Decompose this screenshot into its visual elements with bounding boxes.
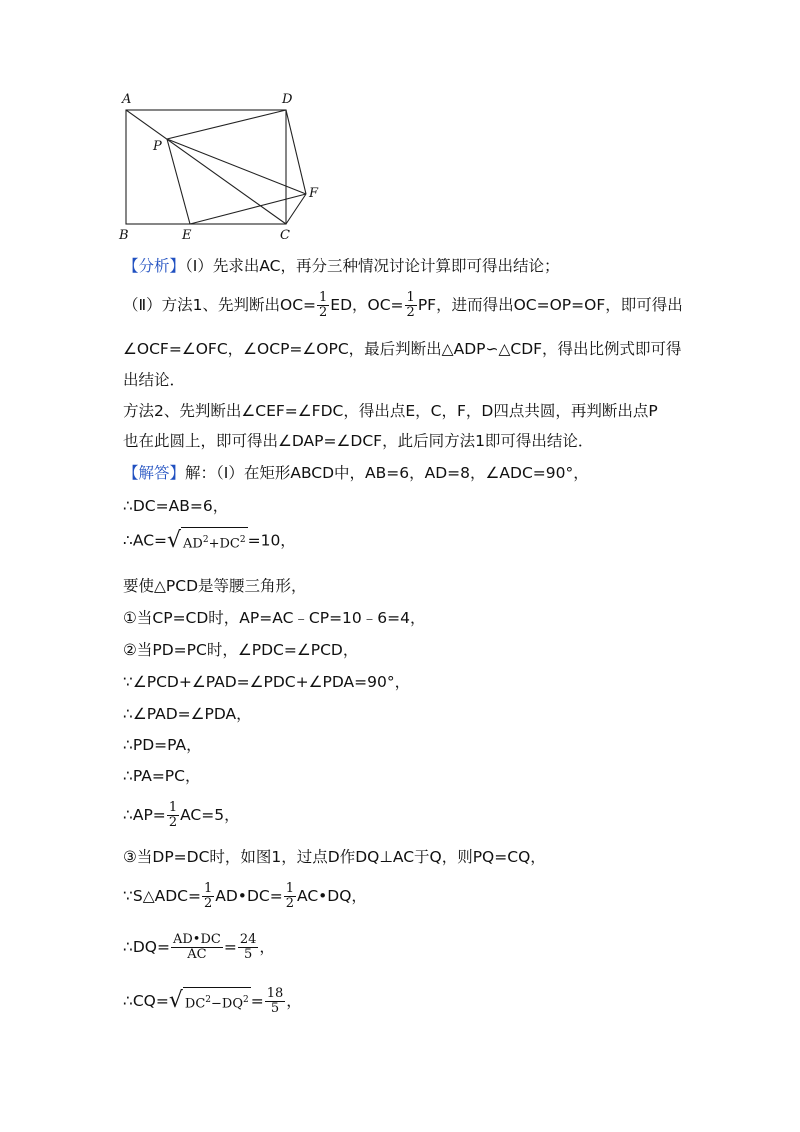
- solution-line-14: ∴DQ= $\frac{AD•DC}{AC}$ = $\frac{24}{5}$ ，: [123, 932, 275, 962]
- analysis-line-4: 出结论．: [123, 371, 186, 389]
- solution-line-12: ③当DP=DC时，如图1，过点D作DQ⊥AC于Q，则PQ=CQ，: [123, 848, 546, 866]
- analysis-line-5: 方法2、先判断出∠CEF=∠FDC，得出点E，C，F，D四点共圆，再判断出点P: [123, 402, 658, 420]
- fraction-half: $\frac{1}{2}$: [203, 881, 213, 911]
- sqrt-expression: √ $AD^2+DC^2$: [167, 527, 248, 555]
- fraction-24-5: $\frac{24}{5}$: [239, 932, 257, 962]
- fraction-half: $\frac{1}{2}$: [406, 290, 415, 320]
- analysis-text-2b: ED，OC=: [330, 296, 404, 314]
- solution-line-4: 要使△PCD是等腰三角形，: [123, 577, 307, 595]
- solution-line-15: ∴CQ=√ $DC^2-DQ^2$ = $\frac{18}{5}$ ，: [123, 986, 302, 1016]
- label-p: P: [153, 139, 162, 154]
- solution-line-2: ∴DC=AB=6，: [123, 497, 229, 515]
- segment-pd: [167, 110, 286, 139]
- analysis-text-2c: PF，进而得出OC=OP=OF，即可得出: [417, 296, 683, 314]
- analysis-text-1: （Ⅰ）先求出AC，再分三种情况讨论计算即可得出结论；: [185, 257, 560, 275]
- solution-tag: 【解答】: [123, 464, 186, 482]
- label-c: C: [280, 228, 290, 243]
- label-d: D: [282, 92, 293, 107]
- label-e: E: [182, 228, 192, 243]
- analysis-line-2: [123, 291, 683, 320]
- solution-line-3: ∴AC=√ $AD^2+DC^2 =10$，: [123, 527, 296, 555]
- solution-line-13: ∵S△ADC= $\frac{1}{2}$ AD•DC= $\frac{1}{2}$ AC•DQ，: [123, 881, 367, 911]
- solution-line-11: ∴AP= $\frac{1}{2}$ AC=5，: [123, 800, 240, 830]
- analysis-text-2a: （Ⅱ）方法1、先判断出OC=: [123, 296, 317, 314]
- solution-line-1: [123, 462, 589, 484]
- solution-line-7: ∵∠PCD+∠PAD=∠PDC+∠PDA=90°，: [123, 673, 411, 691]
- sqrt-expression: √ $DC^2-DQ^2$: [169, 987, 251, 1015]
- segment-pe: [167, 139, 190, 224]
- solution-line-8: ∴∠PAD=∠PDA，: [123, 705, 252, 723]
- label-f: F: [309, 186, 319, 201]
- solution-line-6: ②当PD=PC时，∠PDC=∠PCD，: [123, 641, 359, 659]
- fraction-18-5: $\frac{18}{5}$: [266, 986, 284, 1016]
- segment-df: [286, 110, 306, 194]
- geometry-figure: [110, 88, 330, 248]
- solution-line-9: ∴PD=PA，: [123, 736, 202, 754]
- analysis-tag: 【分析】: [123, 257, 186, 275]
- solution-line-5: ①当CP=CD时，AP=AC﹣CP=10﹣6=4，: [123, 609, 426, 627]
- solution-text-1: 解：（Ⅰ）在矩形ABCD中，AB=6，AD=8，∠ADC=90°，: [185, 464, 589, 482]
- segment-ac: [126, 110, 286, 224]
- fraction-half: $\frac{1}{2}$: [319, 290, 328, 320]
- segment-pf: [167, 139, 306, 194]
- analysis-line-3: ∠OCF=∠OFC，∠OCP=∠OPC，最后判断出△ADP∽△CDF，得出比例式即可得: [123, 340, 682, 358]
- solution-line-10: ∴PA=PC，: [123, 767, 201, 785]
- fraction-dq: $\frac{AD•DC}{AC}$: [172, 932, 221, 962]
- fraction-half: $\frac{1}{2}$: [285, 881, 294, 911]
- analysis-line-6: 也在此圆上，即可得出∠DAP=∠DCF，此后同方法1即可得出结论．: [123, 432, 594, 450]
- label-a: A: [122, 92, 132, 107]
- label-b: B: [119, 228, 129, 243]
- analysis-line-1: [123, 255, 560, 277]
- fraction-half: $\frac{1}{2}$: [168, 800, 178, 830]
